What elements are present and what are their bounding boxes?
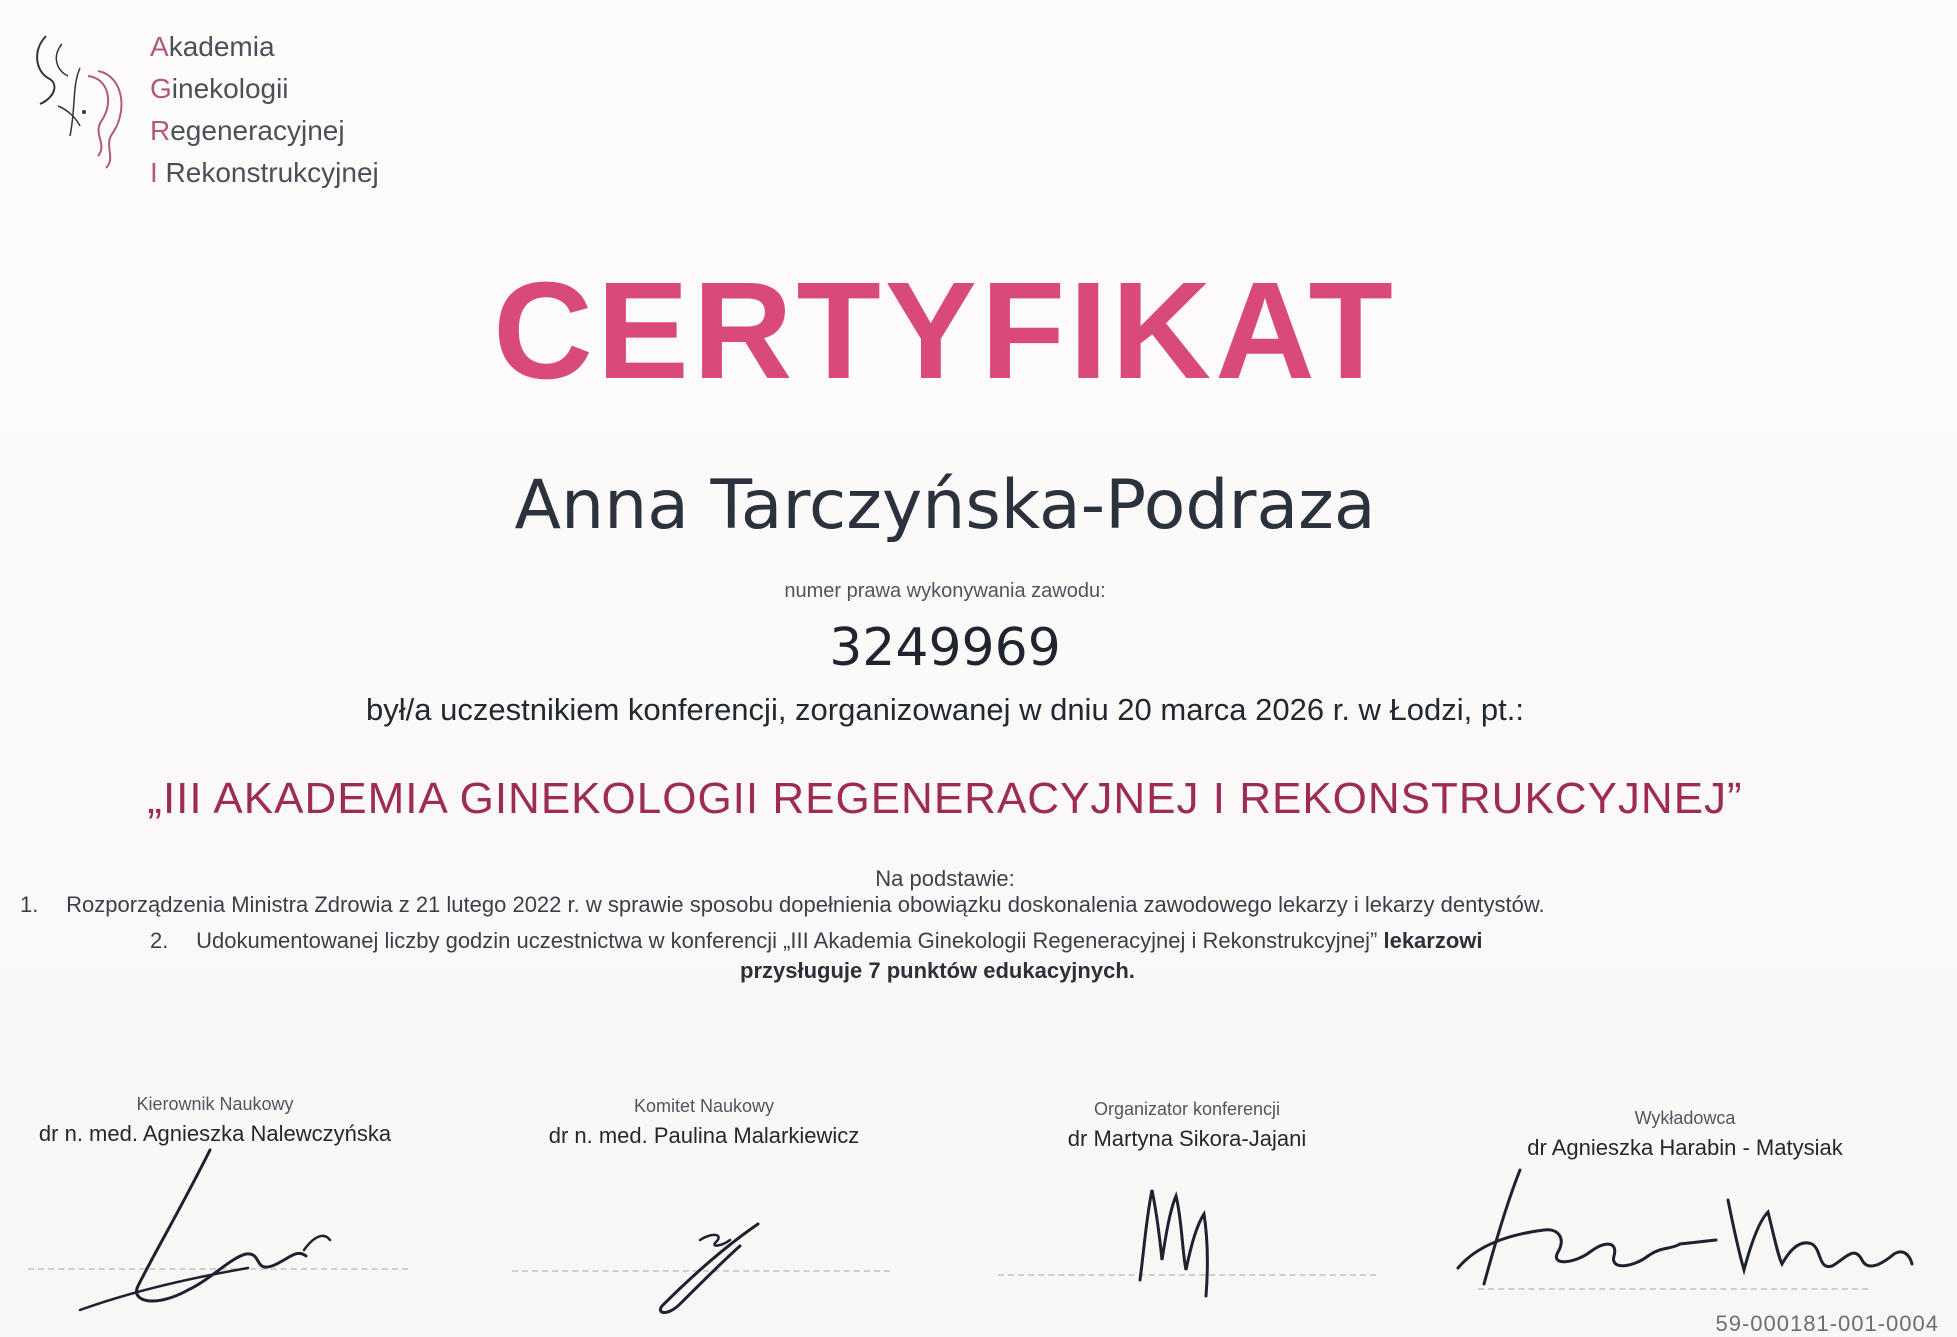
signature-block: Organizator konferencji dr Martyna Sikora-Jajani: [1067, 1099, 1307, 1151]
signature-block: Kierownik Naukowy dr n. med. Agnieszka Nalewczyńska: [38, 1094, 392, 1146]
license-label: numer prawa wykonywania zawodu:: [784, 580, 1106, 602]
logo-mark-icon: [28, 26, 138, 186]
signature-block: Wykładowca dr Agnieszka Harabin - Matysiak: [1527, 1108, 1843, 1160]
signature-block: Komitet Naukowy dr n. med. Paulina Malarkiewicz: [548, 1096, 860, 1148]
logo-line: I Rekonstrukcyjnej: [150, 157, 379, 188]
logo-line: Regeneracyjnej: [150, 115, 345, 146]
recipient-name: Anna Tarczyńska-Podraza: [514, 466, 1376, 545]
conference-title: „III AKADEMIA GINEKOLOGII REGENERACYJNEJ I REKONSTRUKCYJNEJ”: [147, 774, 1743, 823]
logo-line: Ginekologii: [150, 73, 289, 104]
academy-logo: [28, 26, 428, 196]
basis-item: 2. Udokumentowanej liczby godzin uczestnictwa w konferencji „III Akademia Ginekologii Regeneracyjnej i Rekonstrukcyjnej” lekarzowi: [150, 928, 1483, 953]
handwritten-signature: [60, 1140, 340, 1320]
basis-heading: Na podstawie:: [875, 866, 1015, 891]
certificate-title: CERTYFIKAT: [493, 254, 1397, 408]
serial-number: 59-000181-001-0004: [1715, 1311, 1939, 1336]
logo-line: Akademia: [150, 31, 275, 62]
handwritten-signature: [1448, 1160, 1918, 1300]
license-number: 3249969: [829, 618, 1061, 678]
handwritten-signature: [1130, 1170, 1230, 1320]
logo-text: [150, 26, 379, 194]
basis-item-continuation: przysługuje 7 punktów edukacyjnych.: [740, 958, 1135, 983]
basis-item: 1. Rozporządzenia Ministra Zdrowia z 21 lutego 2022 r. w sprawie sposobu dopełnienia obowiązku doskonalenia zawodowego lekarzy i lekarzy dentystów.: [20, 892, 1545, 917]
participation-statement: był/a uczestnikiem konferencji, zorganizowanej w dniu 20 marca 2026 r. w Łodzi, pt.:: [366, 692, 1524, 727]
handwritten-signature: [640, 1210, 780, 1320]
